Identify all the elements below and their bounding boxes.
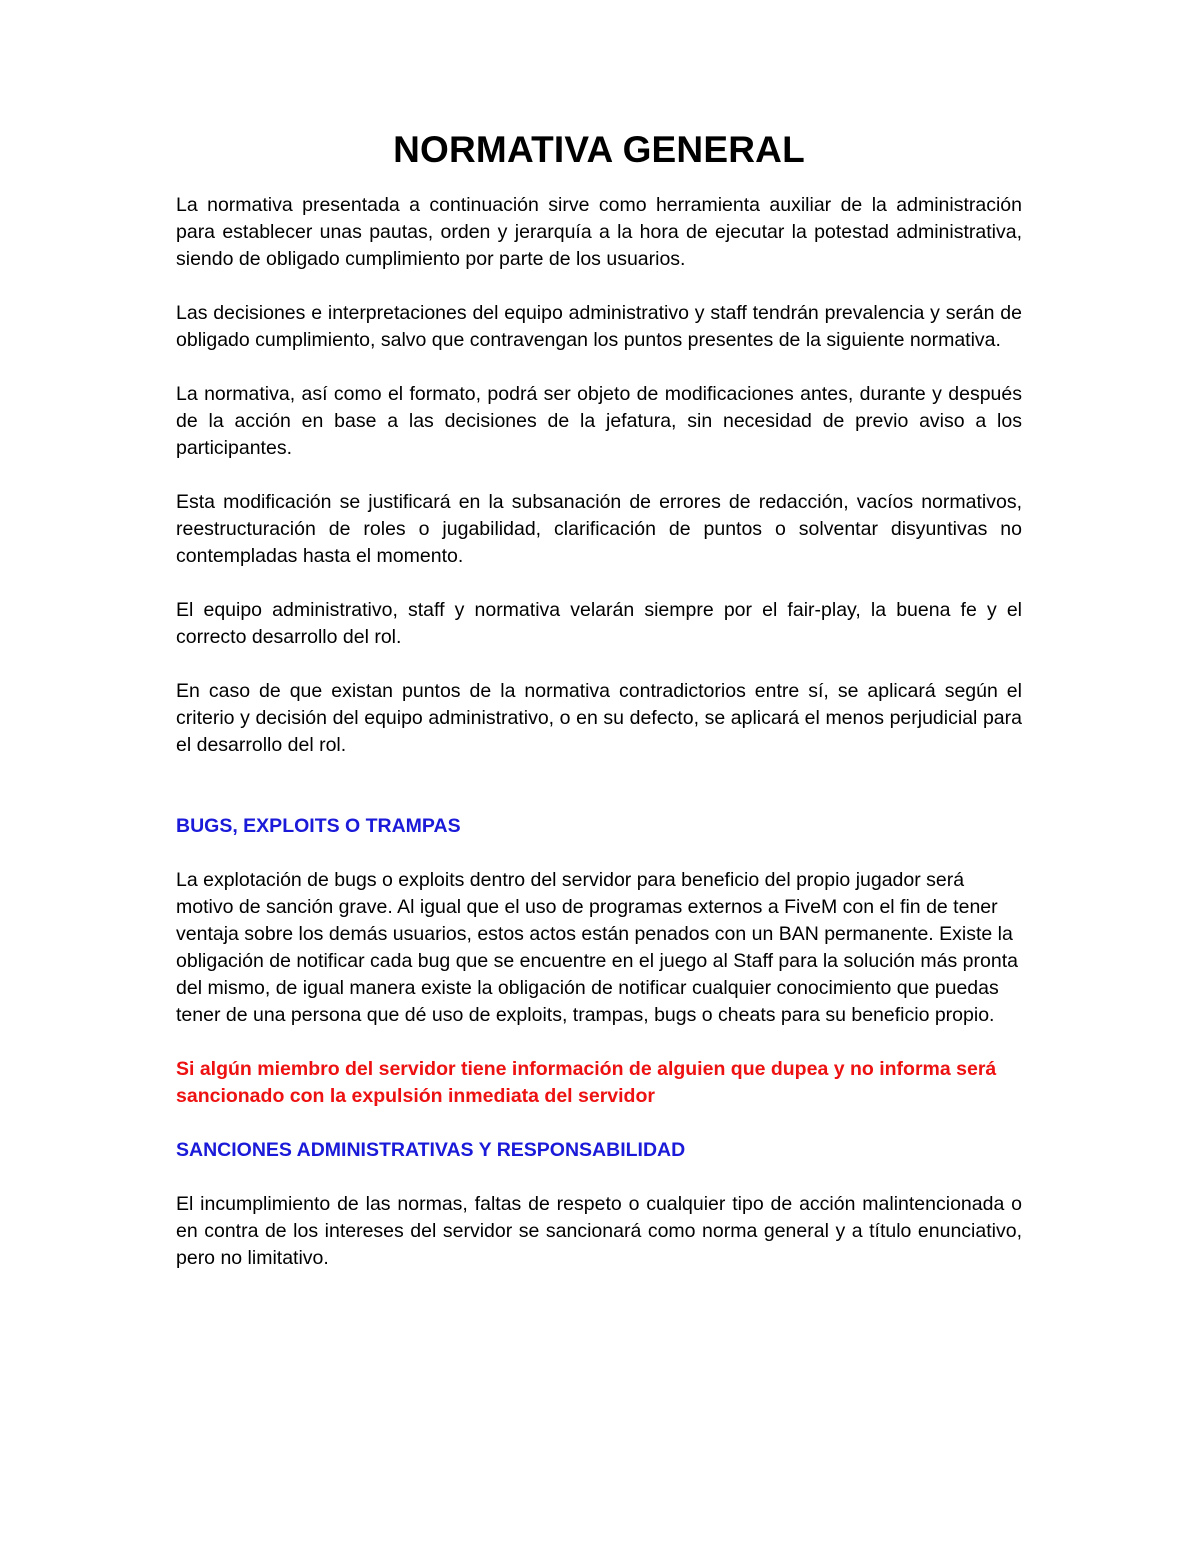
intro-paragraph: En caso de que existan puntos de la normativa contradictorios entre sí, se aplicará según el criterio y decisión del equipo administrativo, o en su defecto, se aplicará el menos perjudicial para el desarrollo del rol. <box>176 680 1022 756</box>
intro-paragraph: La normativa, así como el formato, podrá ser objeto de modificaciones antes, durante y después de la acción en base a las decisiones de la jefatura, sin necesidad de previo aviso a los participantes. <box>176 383 1022 459</box>
section-heading-sanciones: SANCIONES ADMINISTRATIVAS Y RESPONSABILIDAD <box>176 1139 686 1161</box>
section-heading-bugs: BUGS, EXPLOITS O TRAMPAS <box>176 815 461 837</box>
intro-paragraph: El equipo administrativo, staff y normativa velarán siempre por el fair-play, la buena fe y el correcto desarrollo del rol. <box>176 599 1022 648</box>
section-paragraph-bugs: La explotación de bugs o exploits dentro del servidor para beneficio del propio jugador será motivo de sanción grave. Al igual que el uso de programas externos a FiveM con el fin de tener ventaja sobre los demás usuarios, estos actos están penados con un BAN permanente. Existe la obligación de notificar cada bug que se encuentre en el juego al Staff para la solución más pronta del mismo, de igual manera existe la obligación de notificar cualquier conocimiento que puedas tener de una persona que dé uso de exploits, trampas, bugs o cheats para su beneficio propio. <box>176 869 1018 1026</box>
intro-paragraph: Las decisiones e interpretaciones del equipo administrativo y staff tendrán prevalencia y serán de obligado cumplimiento, salvo que contravengan los puntos presentes de la siguiente normativa. <box>176 302 1022 351</box>
intro-paragraph: La normativa presentada a continuación sirve como herramienta auxiliar de la administración para establecer unas pautas, orden y jerarquía a la hora de ejecutar la potestad administrativa, siendo de obligado cumplimiento por parte de los usuarios. <box>176 194 1022 270</box>
document-title: NORMATIVA GENERAL <box>393 129 805 170</box>
warning-text: Si algún miembro del servidor tiene información de alguien que dupea y no informa será sancionado con la expulsión inmediata del servidor <box>176 1058 997 1107</box>
section-paragraph-sanciones: El incumplimiento de las normas, faltas de respeto o cualquier tipo de acción malintencionada o en contra de los intereses del servidor se sancionará como norma general y a título enunciativo, pero no limitativo. <box>176 1193 1022 1269</box>
intro-paragraph: Esta modificación se justificará en la subsanación de errores de redacción, vacíos normativos, reestructuración de roles o jugabilidad, clarificación de puntos o solventar disyuntivas no contempladas hasta el momento. <box>176 491 1022 567</box>
document-page <box>176 128 1022 1299</box>
